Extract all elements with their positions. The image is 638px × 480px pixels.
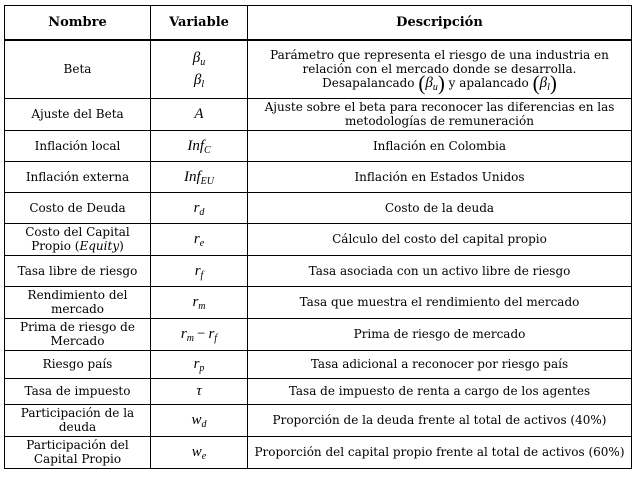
row-description: Tasa asociada con un activo libre de riesgo	[248, 255, 632, 286]
row-name: Inflación local	[5, 130, 151, 161]
table-row	[5, 192, 632, 223]
table-row	[5, 318, 632, 350]
row-name: Costo del Capital Propio (Equity)	[5, 223, 151, 255]
table-header-row	[5, 6, 632, 41]
row-name: Riesgo país	[5, 350, 151, 378]
row-description: Tasa adicional a reconocer por riesgo país	[248, 350, 632, 378]
row-name: Prima de riesgo de Mercado	[5, 318, 151, 350]
row-variable: $r_m - r_f$	[151, 318, 248, 350]
header-descripcion: Descripción	[248, 6, 632, 41]
table-row	[5, 286, 632, 318]
row-description: Tasa de impuesto de renta a cargo de los agentes	[248, 378, 632, 404]
row-description: Prima de riesgo de mercado	[248, 318, 632, 350]
row-variable	[151, 40, 248, 98]
row-variable: Inf$_C$	[151, 130, 248, 161]
beta-description-detail: Desapalancado $(\beta_u)$ y apalancado $(\beta_l)$	[322, 71, 557, 96]
row-name: Participación del Capital Propio	[5, 436, 151, 468]
variable-beta-u: $\beta_u$	[192, 50, 206, 69]
table-row	[5, 130, 632, 161]
equity-term: Equity	[79, 239, 120, 253]
table-row	[5, 40, 632, 98]
table-row	[5, 161, 632, 192]
row-description: Inflación en Colombia	[248, 130, 632, 161]
table-row	[5, 223, 632, 255]
table-row	[5, 350, 632, 378]
row-variable: $r_f$	[151, 255, 248, 286]
row-name: Beta	[5, 40, 151, 98]
header-nombre: Nombre	[5, 6, 151, 41]
table-row	[5, 98, 632, 130]
table-row	[5, 404, 632, 436]
row-description: Cálculo del costo del capital propio	[248, 223, 632, 255]
row-description: Ajuste sobre el beta para reconocer las diferencias en las metodologías de remuneración	[248, 98, 632, 130]
row-description: Inflación en Estados Unidos	[248, 161, 632, 192]
row-name: Tasa libre de riesgo	[5, 255, 151, 286]
row-description: Costo de la deuda	[248, 192, 632, 223]
row-variable: $w_d$	[151, 404, 248, 436]
row-description: Proporción del capital propio frente al total de activos (60%)	[248, 436, 632, 468]
table-row	[5, 255, 632, 286]
row-name: Tasa de impuesto	[5, 378, 151, 404]
row-name: Costo de Deuda	[5, 192, 151, 223]
row-variable: Inf$_{EU}$	[151, 161, 248, 192]
table-row	[5, 378, 632, 404]
row-variable: A	[151, 98, 248, 130]
row-variable: $w_e$	[151, 436, 248, 468]
row-variable: $r_d$	[151, 192, 248, 223]
row-name: Inflación externa	[5, 161, 151, 192]
variables-table	[4, 5, 632, 469]
row-description: Tasa que muestra el rendimiento del mercado	[248, 286, 632, 318]
row-name: Ajuste del Beta	[5, 98, 151, 130]
row-name: Rendimiento del mercado	[5, 286, 151, 318]
beta-description-main: Parámetro que representa el riesgo de una industria en relación con el mercado donde se desarrolla.	[270, 48, 609, 77]
variable-beta-l: $\beta_l$	[193, 72, 205, 91]
header-variable: Variable	[151, 6, 248, 41]
row-description	[248, 40, 632, 98]
row-description: Proporción de la deuda frente al total de activos (40%)	[248, 404, 632, 436]
row-variable: $r_p$	[151, 350, 248, 378]
row-variable: $r_e$	[151, 223, 248, 255]
row-variable: τ	[151, 378, 248, 404]
table-row	[5, 436, 632, 468]
row-name: Participación de la deuda	[5, 404, 151, 436]
row-variable: $r_m$	[151, 286, 248, 318]
